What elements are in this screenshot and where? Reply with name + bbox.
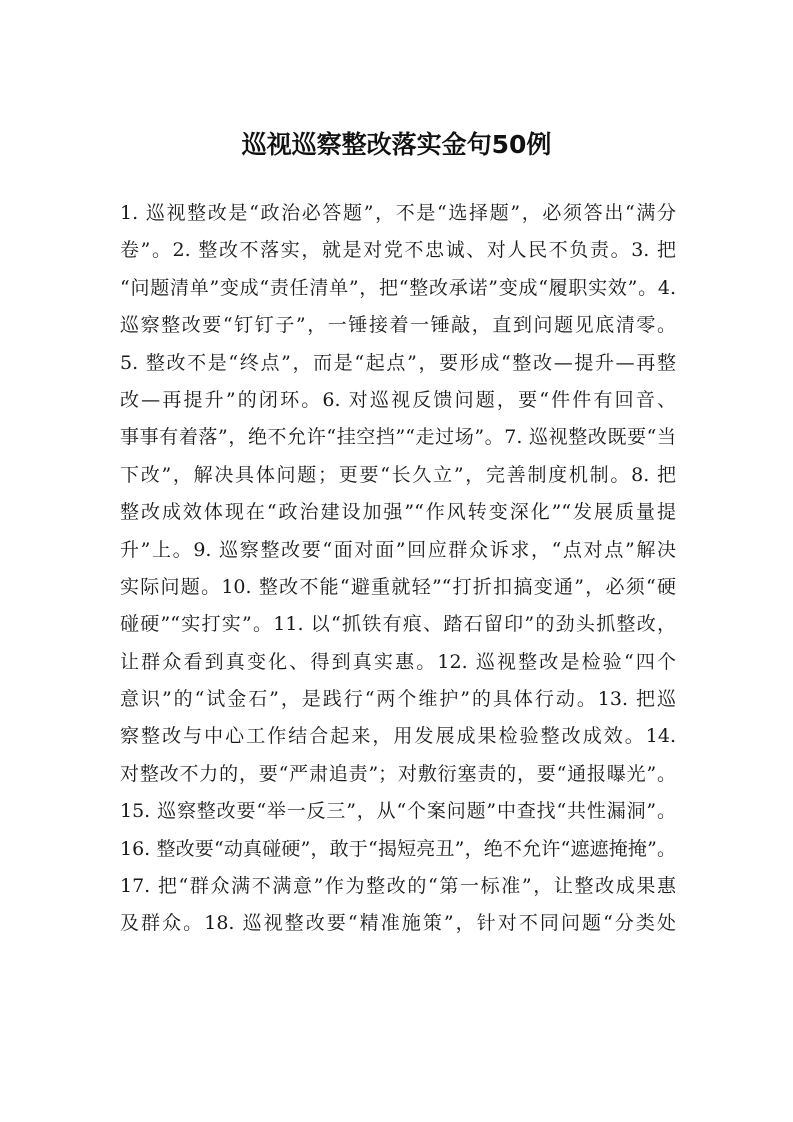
body-line: 升”上。9. 巡察整改要“面对面”回应群众诉求，“点对点”解决 [120, 538, 676, 561]
body-line: 察整改与中心工作结合起来，用发展成果检验整改成效。14. [120, 725, 676, 748]
body-line: 整改成效体现在“政治建设加强”“作风转变深化”“发展质量提 [120, 501, 676, 524]
body-line: 实际问题。10. 整改不能“避重就轻”“打折扣搞变通”，必须“硬 [120, 575, 676, 598]
body-line: 5. 整改不是“终点”，而是“起点”，要形成“整改—提升—再整 [120, 351, 676, 374]
body-line: 16. 整改要“动真碰硬”，敢于“揭短亮丑”，绝不允许“遮遮掩掩”。 [120, 837, 676, 860]
body-line: 及群众。18. 巡视整改要“精准施策”，针对不同问题“分类处 [120, 912, 676, 935]
body-line: 巡察整改要“钉钉子”，一锤接着一锤敲，直到问题见底清零。 [120, 314, 676, 337]
document-title: 巡视巡察整改落实金句50例 [241, 130, 552, 159]
body-line: 15. 巡察整改要“举一反三”，从“个案问题”中查找“共性漏洞”。 [120, 800, 676, 823]
body-line: “问题清单”变成“责任清单”，把“整改承诺”变成“履职实效”。4. [120, 276, 676, 299]
body-line: 卷”。2. 整改不落实，就是对党不忠诚、对人民不负责。3. 把 [120, 239, 676, 262]
body-line: 下改”，解决具体问题；更要“长久立”，完善制度机制。8. 把 [120, 463, 676, 486]
body-line: 对整改不力的，要“严肃追责”；对敷衍塞责的，要“通报曝光”。 [120, 762, 676, 785]
body-line: 1. 巡视整改是“政治必答题”，不是“选择题”，必须答出“满分 [120, 202, 676, 224]
body-line: 意识”的“试金石”，是践行“两个维护”的具体行动。13. 把巡 [120, 688, 676, 711]
body-line: 17. 把“群众满不满意”作为整改的“第一标准”，让整改成果惠 [120, 875, 676, 898]
document-body [120, 195, 676, 943]
body-line: 碰硬”“实打实”。11. 以“抓铁有痕、踏石留印”的劲头抓整改， [120, 613, 676, 636]
body-line: 改—再提升”的闭环。6. 对巡视反馈问题，要“件件有回音、 [120, 388, 676, 411]
body-line: 让群众看到真变化、得到真实惠。12. 巡视整改是检验“四个 [120, 650, 676, 673]
body-line: 事事有着落”，绝不允许“挂空挡”“走过场”。7. 巡视整改既要“当 [120, 426, 676, 449]
